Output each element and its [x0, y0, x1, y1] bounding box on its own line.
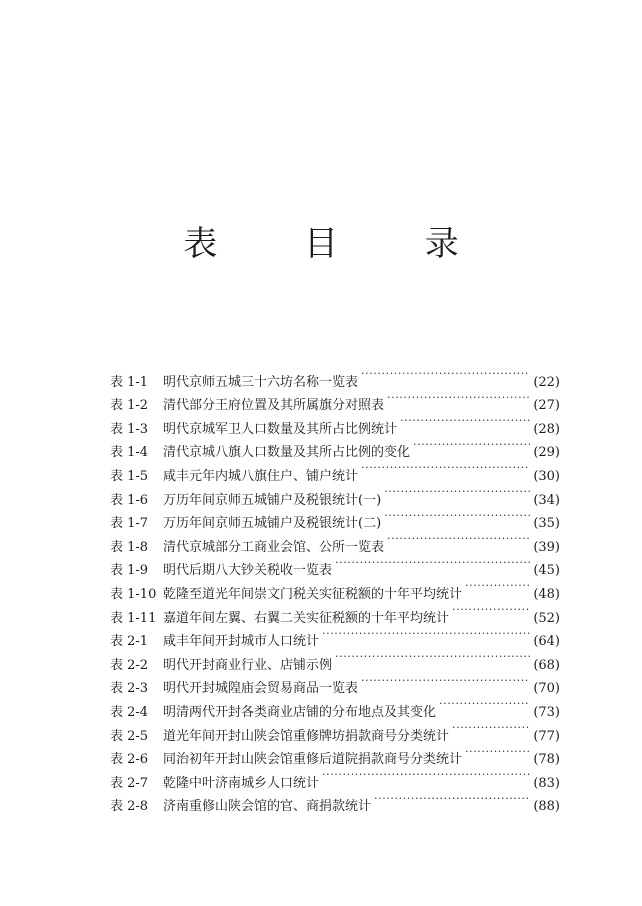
toc-entry-number: 表 2-3 — [110, 681, 149, 697]
toc-entry-number: 表 1-2 — [110, 398, 149, 414]
toc-leader-dots — [387, 527, 530, 551]
toc-entry-title: 万历年间京师五城铺户及税银统计(一) — [163, 492, 382, 508]
toc-entry-title: 明代京师五城三十六坊名称一览表 — [163, 374, 359, 390]
toc-entry-title: 乾隆至道光年间崇文门税关实征税额的十年平均统计 — [163, 586, 463, 602]
toc-entry-page: (70) — [533, 681, 560, 697]
toc-leader-dots — [384, 504, 530, 528]
toc-entry-page: (77) — [533, 728, 560, 744]
toc-entry-title: 万历年间京师五城铺户及税银统计(二) — [163, 516, 382, 532]
toc-entry-page: (22) — [533, 374, 560, 390]
toc-entry-title: 清代京城部分工商业会馆、公所一览表 — [163, 539, 385, 555]
toc-entry-number: 表 1-3 — [110, 421, 149, 437]
toc-entry-number: 表 1-5 — [110, 468, 149, 484]
toc-leader-dots — [374, 787, 530, 811]
page-title: 表 目 录 — [183, 224, 497, 264]
toc-entry-page: (34) — [533, 492, 560, 508]
toc-entry-page: (68) — [533, 657, 560, 673]
toc-leader-dots — [335, 551, 530, 575]
toc-entry-number: 表 2-7 — [110, 775, 149, 791]
toc-entry-page: (27) — [533, 398, 560, 414]
toc-entry-page: (83) — [533, 775, 560, 791]
toc-entry-title: 明代开封城隍庙会贸易商品一览表 — [163, 681, 359, 697]
toc-entry-number: 表 2-2 — [110, 657, 149, 673]
toc-entry-page: (30) — [533, 468, 560, 484]
toc-entry-page: (64) — [533, 634, 560, 650]
toc-entry-number: 表 1-8 — [110, 539, 149, 555]
toc-entry-number: 表 2-4 — [110, 704, 149, 720]
toc-entry-title: 乾隆中叶济南城乡人口统计 — [163, 775, 320, 791]
toc-leader-dots — [387, 386, 530, 410]
toc-entry-page: (88) — [533, 799, 560, 815]
toc-leader-dots — [335, 645, 530, 669]
toc-leader-dots — [439, 692, 530, 716]
toc-entry-title: 明代开封商业行业、店铺示例 — [163, 657, 333, 673]
toc-entry-title: 明代京城军卫人口数量及其所占比例统计 — [163, 421, 398, 437]
toc-entry-number: 表 2-6 — [110, 752, 149, 768]
toc-leader-dots — [322, 622, 530, 646]
toc-entry-page: (28) — [533, 421, 560, 437]
toc-entry-page: (29) — [533, 445, 560, 461]
toc-leader-dots — [452, 716, 530, 740]
toc-entry[interactable] — [110, 362, 560, 390]
toc-entry-page: (45) — [533, 563, 560, 579]
toc-entry-page: (52) — [533, 610, 560, 626]
toc-entry-page: (73) — [533, 704, 560, 720]
toc-entry-number: 表 1-7 — [110, 516, 149, 532]
toc-leader-dots — [384, 480, 530, 504]
toc-entry-number: 表 1-6 — [110, 492, 149, 508]
toc-entry-page: (35) — [533, 516, 560, 532]
toc-entry-title: 济南重修山陕会馆的官、商捐款统计 — [163, 799, 372, 815]
toc-entry-title: 嘉道年间左翼、右翼二关实征税额的十年平均统计 — [163, 610, 450, 626]
toc-entry-page: (48) — [533, 586, 560, 602]
toc-entry-title: 明清两代开封各类商业店铺的分布地点及其变化 — [163, 704, 437, 720]
toc-entry-title: 清代部分王府位置及其所属旗分对照表 — [163, 398, 385, 414]
toc-entry-page: (39) — [533, 539, 560, 555]
toc-entry-number: 表 2-8 — [110, 799, 149, 815]
toc-leader-dots — [322, 763, 530, 787]
toc-entry-title: 咸丰元年内城八旗住户、铺户统计 — [163, 468, 359, 484]
toc-leader-dots — [413, 433, 530, 457]
toc-leader-dots — [465, 740, 530, 764]
table-of-contents — [110, 362, 560, 815]
toc-entry-title: 咸丰年间开封城市人口统计 — [163, 634, 320, 650]
toc-entry-title: 同治初年开封山陕会馆重修后道院捐款商号分类统计 — [163, 752, 463, 768]
toc-leader-dots — [361, 669, 530, 693]
toc-entry-number: 表 1-10 — [110, 586, 157, 602]
toc-leader-dots — [452, 598, 530, 622]
toc-entry-title: 明代后期八大钞关税收一览表 — [163, 563, 333, 579]
toc-entry-number: 表 2-5 — [110, 728, 149, 744]
toc-entry-number: 表 1-1 — [110, 374, 149, 390]
toc-leader-dots — [465, 574, 530, 598]
toc-entry-number: 表 2-1 — [110, 634, 149, 650]
toc-entry-number: 表 1-4 — [110, 445, 149, 461]
toc-entry-page: (78) — [533, 752, 560, 768]
toc-entry-title: 道光年间开封山陕会馆重修牌坊捐款商号分类统计 — [163, 728, 450, 744]
toc-entry-number: 表 1-9 — [110, 563, 149, 579]
toc-entry-title: 清代京城八旗人口数量及其所占比例的变化 — [163, 445, 411, 461]
toc-leader-dots — [361, 362, 530, 386]
toc-leader-dots — [361, 456, 530, 480]
toc-leader-dots — [400, 409, 530, 433]
toc-entry-number: 表 1-11 — [110, 610, 157, 626]
